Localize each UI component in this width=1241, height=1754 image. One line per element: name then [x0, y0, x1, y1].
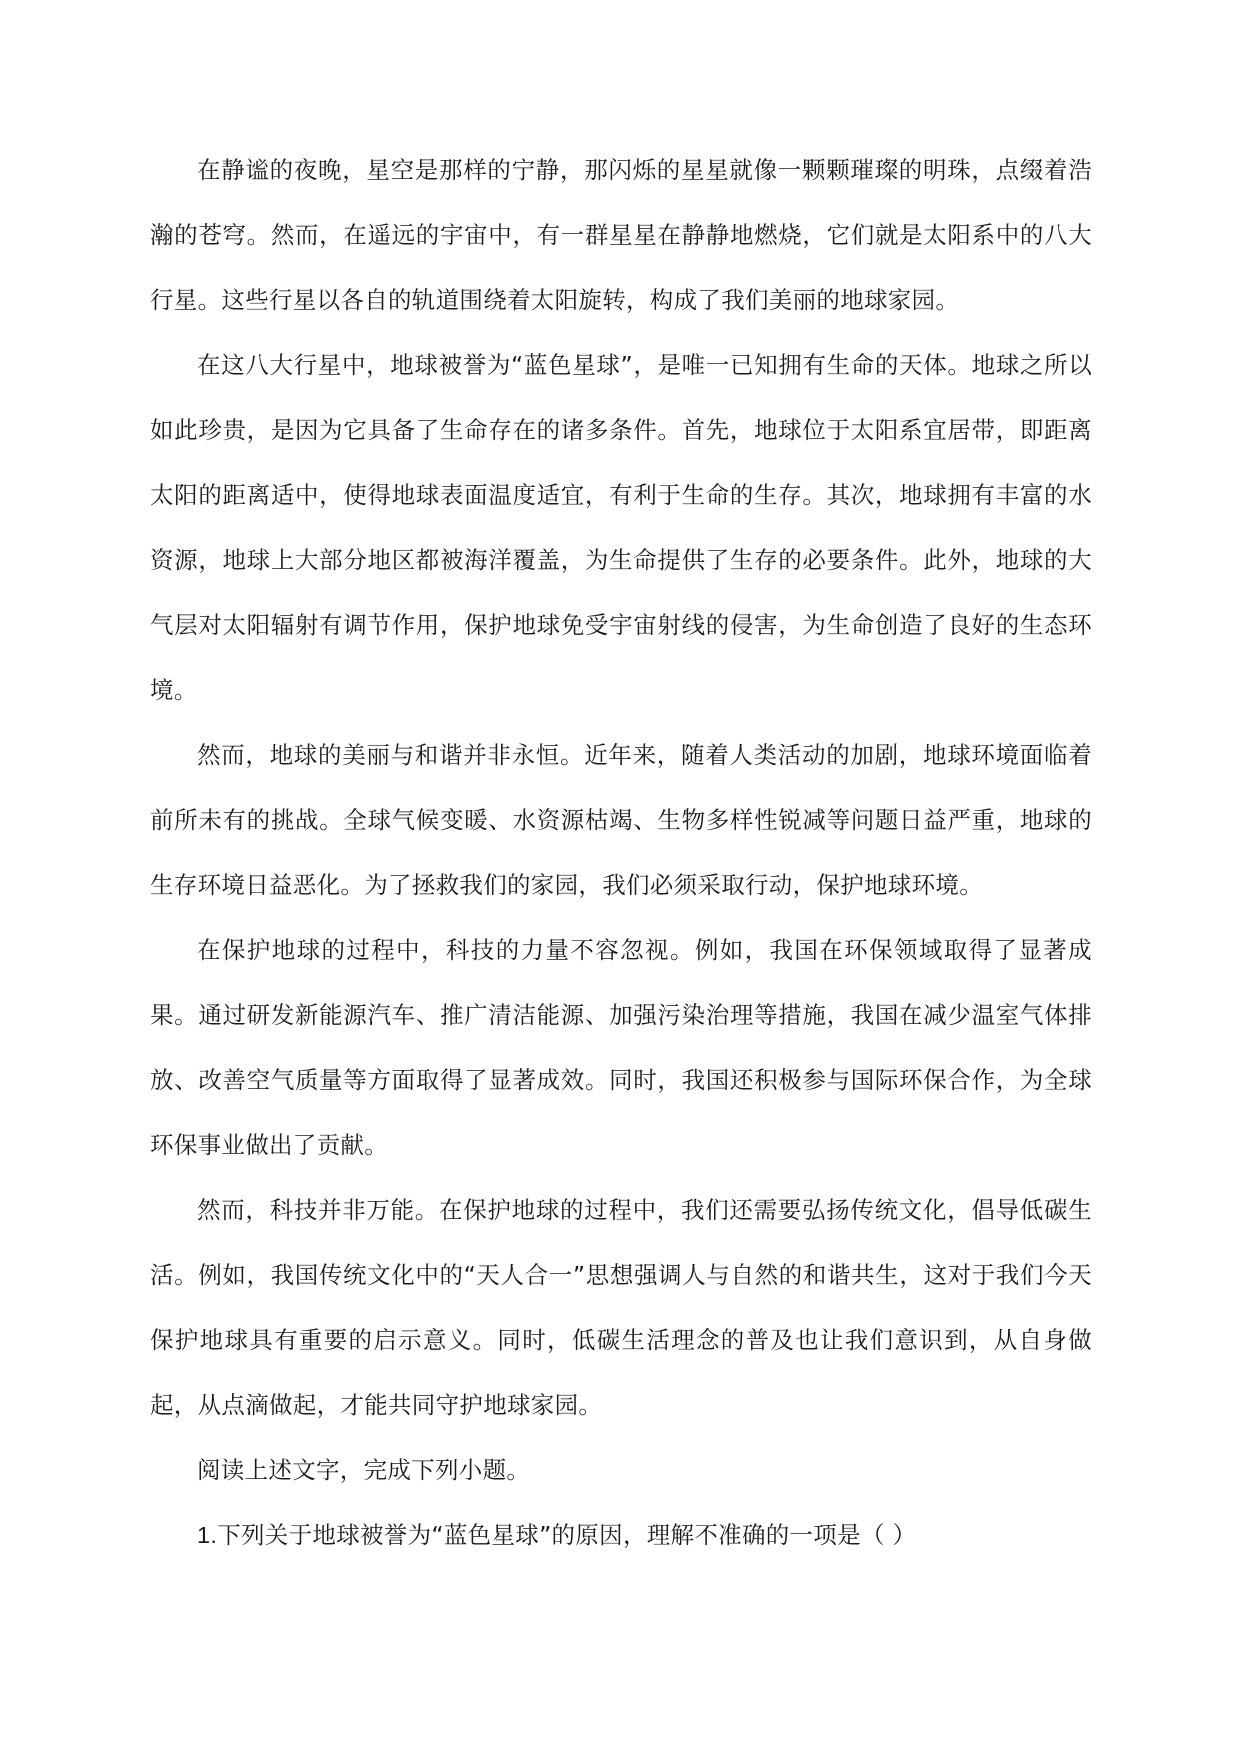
- document-body: [150, 138, 1092, 1568]
- paragraph-intro: 在静谧的夜晚，星空是那样的宁静，那闪烁的星星就像一颗颗璀璨的明珠，点缀着浩瀚的苍穹。然而，在遥远的宇宙中，有一群星星在静静地燃烧，它们就是太阳系中的八大行星。这些行星以各自的轨道围绕着太阳旋转，构成了我们美丽的地球家园。: [150, 156, 1092, 314]
- question-text: 下列关于地球被誉为“蓝色星球”的原因，理解不准确的一项是（ ）: [217, 1521, 917, 1549]
- reading-instruction: 阅读上述文字，完成下列小题。: [197, 1456, 531, 1484]
- question-1: [150, 1503, 1092, 1568]
- question-number: 1.: [197, 1522, 218, 1548]
- paragraph-blue-planet: 在这八大行星中，地球被誉为“蓝色星球”，是唯一已知拥有生命的天体。地球之所以如此珍贵，是因为它具备了生命存在的诸多条件。首先，地球位于太阳系宜居带，即距离太阳的距离适中，使得地球表面温度适宜，有利于生命的生存。其次，地球拥有丰富的水资源，地球上大部分地区都被海洋覆盖，为生命提供了生存的必要条件。此外，地球的大气层对太阳辐射有调节作用，保护地球免受宇宙射线的侵害，为生命创造了良好的生态环境。: [150, 351, 1092, 704]
- paragraph-culture: 然而，科技并非万能。在保护地球的过程中，我们还需要弘扬传统文化，倡导低碳生活。例如，我国传统文化中的“天人合一”思想强调人与自然的和谐共生，这对于我们今天保护地球具有重要的启示意义。同时，低碳生活理念的普及也让我们意识到，从自身做起，从点滴做起，才能共同守护地球家园。: [150, 1196, 1092, 1419]
- paragraph-challenges: 然而，地球的美丽与和谐并非永恒。近年来，随着人类活动的加剧，地球环境面临着前所未有的挑战。全球气候变暖、水资源枯竭、生物多样性锐减等问题日益严重，地球的生存环境日益恶化。为了拯救我们的家园，我们必须采取行动，保护地球环境。: [150, 741, 1092, 899]
- paragraph-technology: 在保护地球的过程中，科技的力量不容忽视。例如，我国在环保领域取得了显著成果。通过研发新能源汽车、推广清洁能源、加强污染治理等措施，我国在减少温室气体排放、改善空气质量等方面取得了显著成效。同时，我国还积极参与国际环保合作，为全球环保事业做出了贡献。: [150, 936, 1092, 1159]
